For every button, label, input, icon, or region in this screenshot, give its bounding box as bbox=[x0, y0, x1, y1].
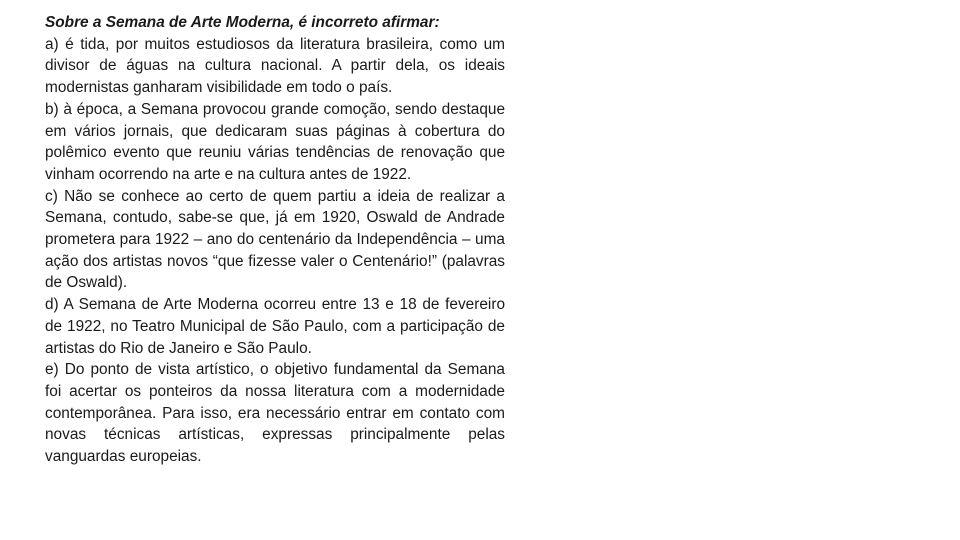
option-d: d) A Semana de Arte Moderna ocorreu entre 13 e 18 de fevereiro de 1922, no Teatro Municipal de São Paulo, com a participação de artistas do Rio de Janeiro e São Paulo. bbox=[45, 296, 505, 357]
option-c: c) Não se conhece ao certo de quem partiu a ideia de realizar a Semana, contudo, sabe-se que, já em 1920, Oswald de Andrade prometera para 1922 – ano do centenário da Independência – uma ação dos artistas novos “que fizesse valer o Centenário!” (palavras de Oswald). bbox=[45, 187, 505, 292]
option-a: a) é tida, por muitos estudiosos da literatura brasileira, como um divisor de águas na cultura nacional. A partir dela, os ideais modernistas ganharam visibilidade em todo o país. bbox=[45, 35, 505, 97]
option-e: e) Do ponto de vista artístico, o objetivo fundamental da Semana foi acertar os ponteiros da nossa literatura com a modernidade contemporânea. Para isso, era necessário entrar em contato com novas técnicas artísticas, expressas principalmente pelas vanguardas europeias. bbox=[45, 361, 505, 466]
question-title: Sobre a Semana de Arte Moderna, é incorreto afirmar: bbox=[45, 14, 440, 31]
option-b: b) à época, a Semana provocou grande comoção, sendo destaque em vários jornais, que dedicaram suas páginas à cobertura do polêmico evento que reuniu várias tendências de renovação que vinham ocorrendo na arte e na cultura antes de 1922. bbox=[45, 100, 505, 183]
question-block bbox=[45, 12, 505, 468]
